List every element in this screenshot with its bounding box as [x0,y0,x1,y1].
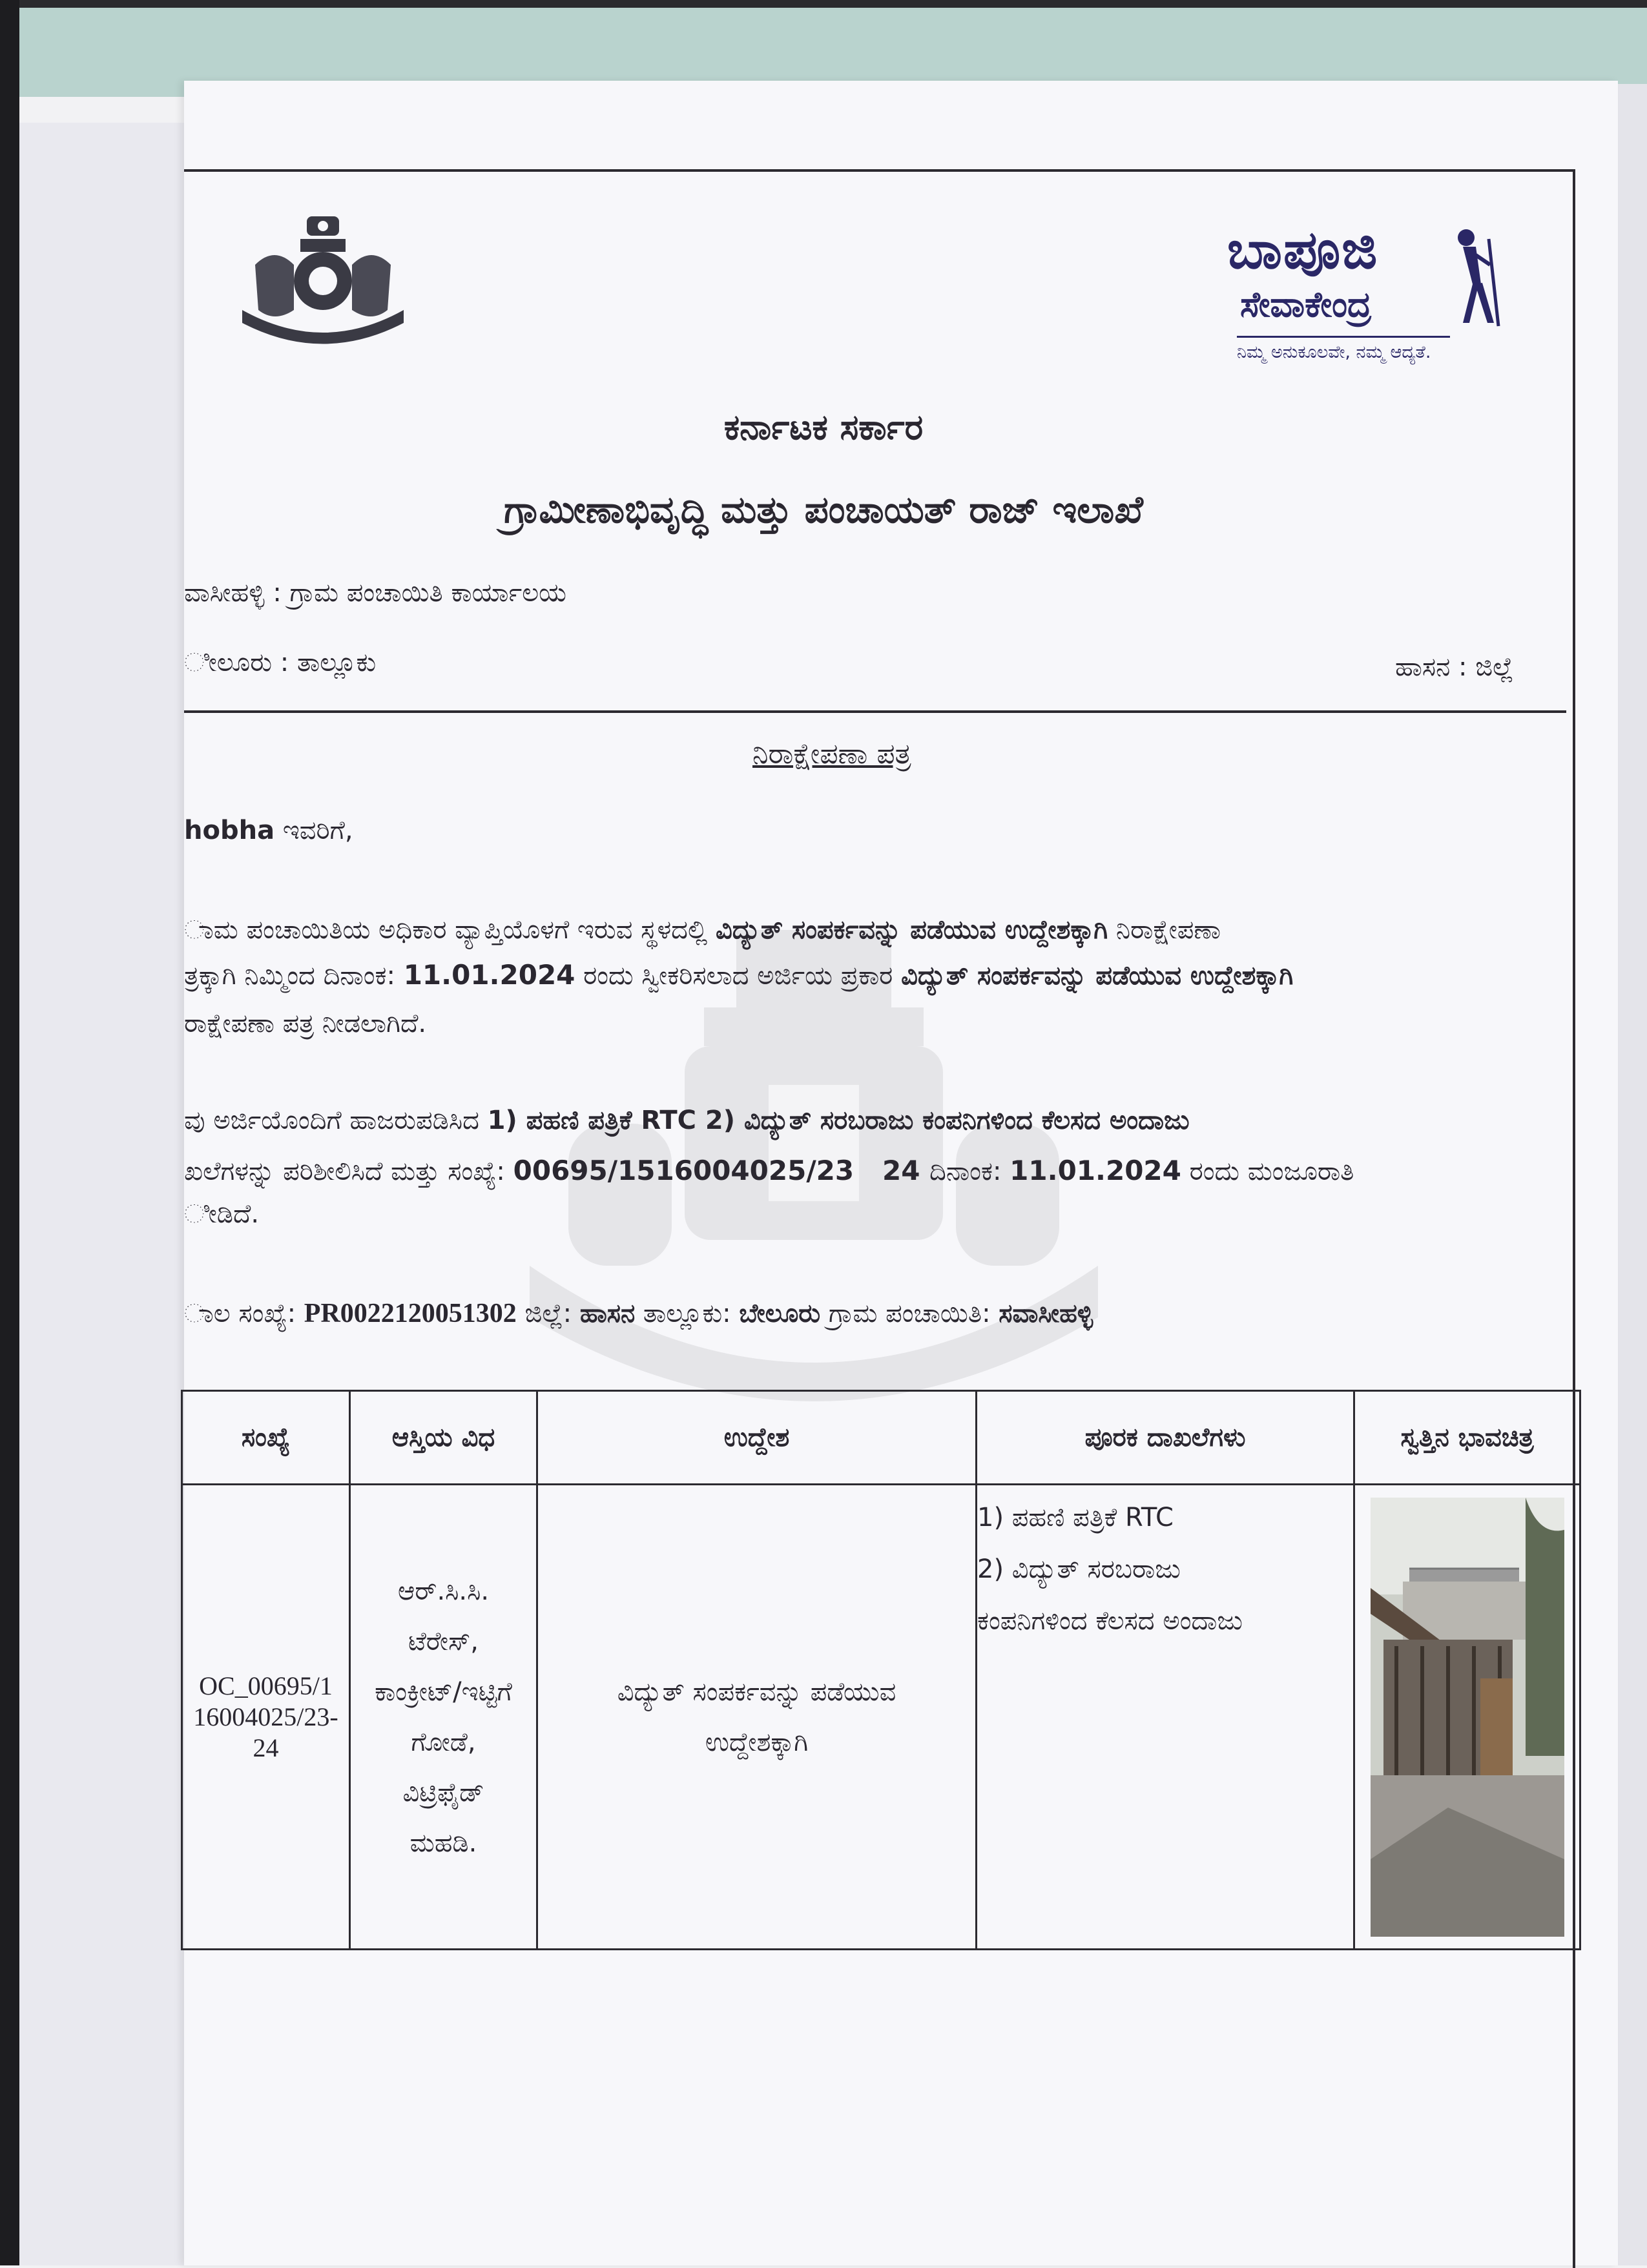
sanction-number: 00695/1516004025/23 [513,1155,855,1186]
purpose-line: ವಿದ್ಯುತ್ ಸಂಪರ್ಕವನ್ನು ಪಡೆಯುವ [617,1676,896,1707]
department-heading: ಗ್ರಾಮೀಣಾಭಿವೃದ್ಧಿ ಮತ್ತು ಪಂಚಾಯತ್ ರಾಜ್ ಇಲಾಖೆ [504,488,1143,531]
cell-number [182,1485,350,1950]
recipient-name: hobha [184,816,275,845]
cell-property-type [350,1485,537,1950]
p1-text: ಾಮ ಪಂಚಾಯಿತಿಯ ಅಧಿಕಾರ ವ್ಯಾಪ್ತಿಯೊಳಗೆ ಇರುವ ಸ್ಥಳದಲ್ಲಿ [184,915,716,945]
p2-text: ರಂದು ಮಂಜೂರಾತಿ [1181,1157,1354,1186]
paragraph-2-line-1 [184,1101,1190,1140]
purpose-line: ಉದ್ದೇಶಕ್ಕಾಗಿ [705,1727,809,1757]
taluk-line: ೀಲೂರು : ತಾಲ್ಲೂಕು [184,648,377,677]
p1-text: ರಂದು ಸ್ವೀಕರಿಸಲಾದ ಅರ್ಜಿಯ ಪ್ರಕಾರ [575,961,902,991]
label: ಗ್ರಾಮ ಪಂಚಾಯಿತಿ: [820,1299,999,1328]
label: ತಾಲ್ಲೂಕು: [635,1299,740,1328]
salutation-suffix: ಇವರಿಗೆ, [274,816,353,845]
number-line: 24 [253,1733,279,1762]
scan-edge-top [0,0,1647,8]
label: ಾಲ ಸಂಖ್ಯೆ: [184,1299,304,1328]
p1-purpose: ವಿದ್ಯುತ್ ಸಂಪರ್ಕವನ್ನು ಪಡೆಯುವ ಉದ್ದೇಶಕ್ಕಾಗಿ [901,961,1294,991]
taluk-value: ಬೇಲೂರು [739,1299,821,1328]
district-value: ಹಾಸನ [579,1299,636,1328]
property-details-line [184,1294,1093,1333]
bapuji-sevakendra-logo [1227,220,1518,375]
document-item: 2) ವಿದ್ಯುತ್ ಸರಬರಾಜು [977,1554,1181,1584]
cell-purpose [537,1485,977,1950]
document-item: 1) ಪಹಣಿ ಪತ್ರಿಕೆ RTC [977,1503,1174,1532]
gandhi-walking-icon [1437,226,1508,329]
sanction-date: 11.01.2024 [1010,1155,1181,1186]
paragraph-1-line-2 [184,956,1293,995]
office-line: ವಾಸೀಹಳ್ಳಿ : ಗ್ರಾಮ ಪಂಚಾಯಿತಿ ಕಾರ್ಯಾಲಯ [184,578,567,608]
paragraph-2-line-2 [184,1151,1354,1191]
type-line: ಆರ್.ಸಿ.ಸಿ. [397,1576,490,1606]
logo-underline [1237,336,1450,338]
document-item: ಕಂಪನಿಗಳಿಂದ ಕೆಲಸದ ಅಂದಾಜು [977,1606,1243,1636]
cell-documents [977,1485,1354,1950]
property-table [181,1390,1581,1950]
table-row [182,1485,1580,1950]
col-number-header: ಸಂಖ್ಯೆ [182,1391,350,1485]
logo-tagline: ನಿಮ್ಮ ಅನುಕೂಲವೇ, ನಮ್ಮ ಆದ್ಯತೆ. [1237,342,1431,362]
scan-edge-left [0,0,19,2265]
p2-text: ದಿನಾಂಕ: [929,1157,1010,1186]
letter-title: ನಿರಾಕ್ಷೇಪಣಾ ಪತ್ರ [752,737,911,770]
p2-text: ಖಲೆಗಳನ್ನು ಪರಿಶೀಲಿಸಿದೆ ಮತ್ತು ಸಂಖ್ಯೆ: [184,1157,513,1186]
p1-text: ತ್ರಕ್ಕಾಗಿ ನಿಮ್ಮಿಂದ ದಿನಾಂಕ: [184,961,404,991]
number-line: 16004025/23- [193,1702,338,1731]
col-photo-header: ಸ್ವತ್ತಿನ ಭಾವಚಿತ್ರ [1354,1391,1580,1485]
paragraph-1-line-3: ರಾಕ್ಷೇಪಣಾ ಪತ್ರ ನೀಡಲಾಗಿದೆ. [184,1009,427,1038]
paragraph-1-line-1 [184,911,1221,949]
salutation [184,811,353,850]
cell-photo [1354,1485,1580,1950]
logo-subtitle: ಸೇವಾಕೇಂದ್ರ [1240,284,1372,325]
govt-heading: ಕರ್ನಾಟಕ ಸರ್ಕಾರ [723,407,924,448]
type-line: ಕಾಂಕ್ರೀಟ್/ಇಟ್ಟಿಗೆ [375,1676,512,1707]
panchayat-value: ಸವಾಸೀಹಳ್ಳಿ [999,1299,1093,1328]
type-line: ಗೋಡೆ, [411,1727,476,1757]
logo-title: ಬಾಪೂಜಿ [1227,220,1379,281]
label: ಜಿಲ್ಲೆ: [516,1299,580,1328]
district-line: ಹಾಸನ : ಜಿಲ್ಲೆ [1395,652,1514,682]
karnataka-emblem-icon [236,213,410,349]
property-id: PR0022120051302 [304,1299,517,1328]
type-line: ಮಹಡಿ. [409,1828,477,1858]
header-divider [184,710,1566,713]
submitted-documents: 1) ಪಹಣಿ ಪತ್ರಿಕೆ RTC 2) ವಿದ್ಯುತ್ ಸರಬರಾಜು ಕಂಪನಿಗಳಿಂದ ಕೆಲಸದ ಅಂದಾಜು [487,1106,1190,1135]
type-line: ವಿಟ್ರಿಫೈಡ್ [402,1777,484,1808]
p2-text: ವು ಅರ್ಜಿಯೊಂದಿಗೆ ಹಾಜರುಪಡಿಸಿದ [184,1106,488,1135]
col-documents-header: ಪೂರಕ ದಾಖಲೆಗಳು [977,1391,1354,1485]
number-line: OC_00695/1 [199,1671,333,1700]
col-purpose-header: ಉದ್ದೇಶ [537,1391,977,1485]
type-line: ಟೆರೇಸ್, [408,1626,479,1656]
paragraph-2-line-3: ೀಡಿದೆ. [184,1199,260,1229]
p1-purpose: ವಿದ್ಯುತ್ ಸಂಪರ್ಕವನ್ನು ಪಡೆಯುವ ಉದ್ದೇಶಕ್ಕಾಗಿ [715,915,1108,945]
p1-text: ನಿರಾಕ್ಷೇಪಣಾ [1108,915,1221,945]
sanction-number-suffix: 24 [854,1155,930,1186]
property-photo [1371,1498,1564,1937]
application-date: 11.01.2024 [403,959,575,991]
col-property-type-header: ಆಸ್ತಿಯ ವಿಧ [350,1391,537,1485]
table-header-row [182,1391,1580,1485]
